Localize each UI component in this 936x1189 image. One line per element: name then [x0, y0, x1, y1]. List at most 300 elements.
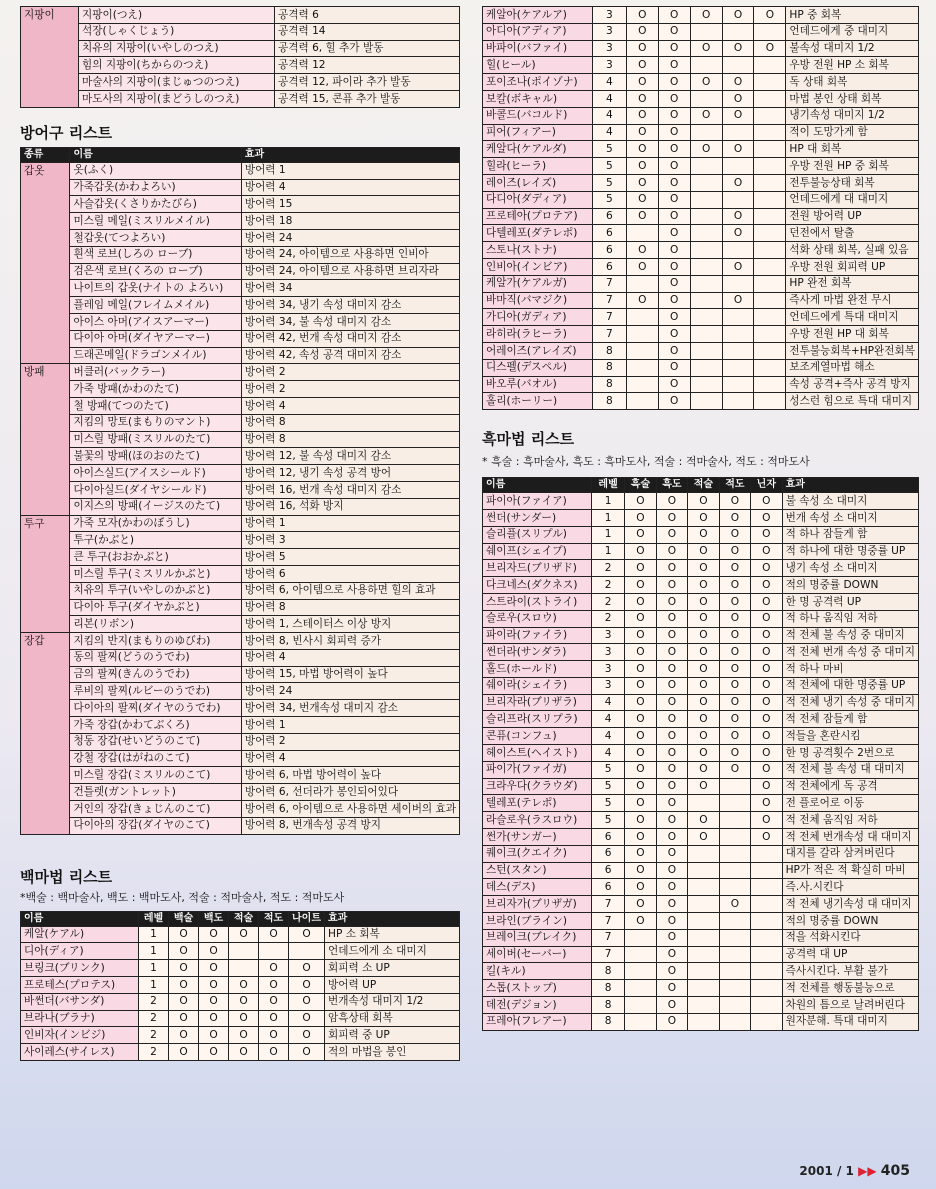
class-mark: O [656, 778, 687, 795]
armor-effect: 방어력 15, 마법 방어력이 높다 [241, 666, 459, 683]
table-row [483, 644, 919, 661]
class-mark [719, 812, 750, 829]
table-row [21, 330, 460, 347]
table-row [483, 191, 919, 208]
class-mark [751, 997, 783, 1014]
table-row [483, 493, 919, 510]
class-mark [754, 225, 786, 242]
spell-name: 인비아(インビア) [483, 258, 593, 275]
class-mark: O [229, 1044, 259, 1061]
spell-effect: 석화 상태 회복, 실패 있음 [786, 242, 919, 259]
class-mark: O [658, 191, 690, 208]
table-row [21, 1010, 460, 1027]
arrow-icon: ▶▶ [858, 1164, 877, 1178]
class-mark: O [719, 610, 750, 627]
class-mark: O [719, 509, 750, 526]
class-mark: O [719, 728, 750, 745]
column-header: 적도 [719, 478, 750, 493]
class-mark [690, 359, 722, 376]
spell-name: 브링크(ブリンク) [21, 960, 139, 977]
spell-effect: 전 플로어로 이동 [782, 795, 918, 812]
table-row [483, 141, 919, 158]
item-effect: 공격력 12, 파이라 추가 발동 [275, 74, 460, 91]
spell-level: 5 [592, 174, 626, 191]
item-kind: 지팡이 [21, 7, 79, 108]
class-mark [722, 57, 754, 74]
class-mark: O [658, 275, 690, 292]
class-mark [754, 393, 786, 410]
class-mark [751, 963, 783, 980]
table-row [21, 74, 460, 91]
spell-level: 5 [591, 812, 624, 829]
table-row [483, 509, 919, 526]
spell-name: 케알(ケアル) [21, 926, 139, 943]
class-mark [690, 242, 722, 259]
spell-level: 6 [591, 879, 624, 896]
class-mark [722, 393, 754, 410]
class-mark [690, 275, 722, 292]
item-effect: 공격력 12 [275, 57, 460, 74]
class-mark: O [259, 960, 289, 977]
class-mark: O [751, 795, 783, 812]
spell-name: 홀리(ホーリー) [483, 393, 593, 410]
column-header: 이름 [483, 478, 592, 493]
class-mark: O [625, 879, 656, 896]
spell-level: 8 [592, 342, 626, 359]
class-mark: O [289, 993, 325, 1010]
spell-level: 2 [139, 993, 169, 1010]
class-mark [625, 980, 656, 997]
class-mark: O [169, 977, 199, 994]
spell-level: 6 [591, 829, 624, 846]
class-mark: O [722, 258, 754, 275]
class-mark: O [751, 509, 783, 526]
spell-effect: 냉기 속성 소 대미지 [782, 560, 918, 577]
class-mark: O [688, 677, 719, 694]
spell-effect: 언데드에게 대 대미지 [786, 191, 919, 208]
armor-effect: 방어력 12, 냉기 속성 공격 방어 [241, 465, 459, 482]
class-mark: O [658, 292, 690, 309]
spell-level: 1 [591, 493, 624, 510]
class-mark: O [625, 778, 656, 795]
spell-level: 7 [592, 309, 626, 326]
armor-name: 지킴의 망토(まもりのマント) [70, 414, 241, 431]
class-mark: O [688, 728, 719, 745]
table-row [21, 465, 460, 482]
spell-name: 브라인(ブライン) [483, 913, 592, 930]
table-row [483, 778, 919, 795]
spell-name: 홀드(ホールド) [483, 661, 592, 678]
spell-effect: 한 명 공격력 UP [782, 593, 918, 610]
spell-level: 7 [591, 913, 624, 930]
spell-level: 6 [592, 242, 626, 259]
class-mark: O [626, 258, 658, 275]
class-mark [754, 309, 786, 326]
table-row [21, 347, 460, 364]
class-mark: O [719, 560, 750, 577]
issue-date: 2001 / 1 [799, 1164, 854, 1178]
armor-name: 루비의 팔찌(ルビーのうでわ) [70, 683, 241, 700]
class-mark: O [751, 711, 783, 728]
armor-name: 건틀렛(ガントレット) [70, 784, 241, 801]
spell-name: 바파이(バファイ) [483, 40, 593, 57]
class-mark: O [169, 1010, 199, 1027]
table-row [21, 960, 460, 977]
class-mark [754, 57, 786, 74]
class-mark [754, 158, 786, 175]
class-mark: O [169, 1027, 199, 1044]
spell-level: 7 [591, 896, 624, 913]
class-mark: O [625, 795, 656, 812]
class-mark [754, 23, 786, 40]
class-mark [754, 275, 786, 292]
armor-name: 리본(リボン) [70, 616, 241, 633]
item-name: 힘의 지팡이(ちからのつえ) [79, 57, 275, 74]
armor-effect: 방어력 1, 스테이터스 이상 방지 [241, 616, 459, 633]
spell-effect: 속성 공격+즉사 공격 방지 [786, 376, 919, 393]
class-mark [754, 191, 786, 208]
class-mark: O [626, 158, 658, 175]
class-mark: O [719, 526, 750, 543]
class-mark: O [688, 627, 719, 644]
class-mark [754, 74, 786, 91]
spell-name: 킬(キル) [483, 963, 592, 980]
spell-name: 가디아(ガディア) [483, 309, 593, 326]
armor-name: 나이트의 갑옷(ナイトの よろい) [70, 280, 241, 297]
class-mark: O [626, 107, 658, 124]
class-mark: O [626, 141, 658, 158]
table-row [21, 926, 460, 943]
table-row [483, 879, 919, 896]
class-mark: O [625, 845, 656, 862]
spell-name: 콘퓨(コンフュ) [483, 728, 592, 745]
spell-name: 바썬더(バサンダ) [21, 993, 139, 1010]
column-header: 나이트 [289, 911, 325, 926]
class-mark [754, 90, 786, 107]
table-row [21, 313, 460, 330]
class-mark: O [626, 124, 658, 141]
class-mark [688, 946, 719, 963]
class-mark [690, 342, 722, 359]
class-mark [722, 309, 754, 326]
spell-level: 2 [139, 1044, 169, 1061]
class-mark: O [719, 745, 750, 762]
class-mark: O [658, 376, 690, 393]
armor-effect: 방어력 6 [241, 565, 459, 582]
table-row [21, 448, 460, 465]
table-row [21, 1044, 460, 1061]
class-mark [690, 376, 722, 393]
class-mark [754, 242, 786, 259]
table-row [21, 7, 460, 24]
table-row [21, 23, 460, 40]
armor-name: 미스릴 방패(ミスリルのたて) [70, 431, 241, 448]
class-mark: O [625, 543, 656, 560]
class-mark [719, 845, 750, 862]
spell-effect: 적 하나 마비 [782, 661, 918, 678]
class-mark: O [751, 661, 783, 678]
spell-name: 스턴(スタン) [483, 862, 592, 879]
spell-name: 레이즈(レイズ) [483, 174, 593, 191]
armor-table [20, 147, 460, 835]
spell-name: 바콜드(バコルド) [483, 107, 593, 124]
spell-name: 쉐이라(シェイラ) [483, 677, 592, 694]
armor-effect: 방어력 2 [241, 381, 459, 398]
class-mark: O [688, 610, 719, 627]
armor-name: 다이아 아머(ダイヤアーマー) [70, 330, 241, 347]
spell-level: 2 [139, 1027, 169, 1044]
table-row [483, 292, 919, 309]
spell-effect: 적이 도망가게 함 [786, 124, 919, 141]
class-mark [690, 225, 722, 242]
class-mark [690, 292, 722, 309]
armor-name: 투구(かぶと) [70, 532, 241, 549]
class-mark [751, 929, 783, 946]
class-mark [719, 980, 750, 997]
class-mark: O [658, 124, 690, 141]
table-row [483, 1013, 919, 1030]
class-mark: O [656, 997, 687, 1014]
class-mark [690, 158, 722, 175]
spell-effect: 우방 전원 HP 대 회복 [786, 326, 919, 343]
spell-effect: 암흑상태 회복 [325, 1010, 460, 1027]
column-header: 백술 [169, 911, 199, 926]
spell-effect: 적을 석화시킨다 [782, 929, 918, 946]
table-row [483, 745, 919, 762]
armor-name: 가죽 방패(かわのたて) [70, 381, 241, 398]
armor-name: 드래곤메일(ドラゴンメイル) [70, 347, 241, 364]
class-mark: O [289, 1044, 325, 1061]
armor-effect: 방어력 1 [241, 162, 459, 179]
spell-level: 2 [591, 560, 624, 577]
armor-effect: 방어력 5 [241, 549, 459, 566]
class-mark: O [656, 644, 687, 661]
armor-kind: 투구 [21, 515, 70, 633]
class-mark [690, 57, 722, 74]
black-magic-note: * 흑술 : 흑마술사, 흑도 : 흑마도사, 적술 : 적마술사, 적도 : 적마도사 [482, 455, 810, 469]
armor-effect: 방어력 24 [241, 683, 459, 700]
spell-effect: 적 전체를 행동불능으로 [782, 980, 918, 997]
class-mark: O [688, 661, 719, 678]
column-header: 레벨 [139, 911, 169, 926]
class-mark: O [656, 610, 687, 627]
class-mark [688, 845, 719, 862]
spell-level: 4 [592, 107, 626, 124]
spell-effect: HP가 적은 적 확실히 마비 [782, 862, 918, 879]
spell-name: 다크네스(ダクネス) [483, 577, 592, 594]
class-mark: O [625, 913, 656, 930]
class-mark [754, 342, 786, 359]
class-mark [688, 862, 719, 879]
class-mark: O [751, 543, 783, 560]
class-mark: O [625, 661, 656, 678]
spell-name: 헤이스트(ヘイスト) [483, 745, 592, 762]
class-mark: O [722, 7, 754, 24]
spell-effect: 적 전체 불 속성 대 대미지 [782, 761, 918, 778]
class-mark [719, 829, 750, 846]
table-row [21, 397, 460, 414]
class-mark [754, 107, 786, 124]
spell-level: 4 [592, 74, 626, 91]
armor-name: 이지스의 방패(イージスのたて) [70, 498, 241, 515]
table-row [21, 750, 460, 767]
armor-effect: 방어력 2 [241, 733, 459, 750]
class-mark: O [658, 57, 690, 74]
spell-effect: 대지를 갈라 삼켜버린다 [782, 845, 918, 862]
class-mark [722, 342, 754, 359]
class-mark: O [199, 1010, 229, 1027]
table-row [483, 57, 919, 74]
table-row [483, 761, 919, 778]
column-header: 이름 [70, 147, 241, 162]
table-row [21, 297, 460, 314]
spell-effect: 한 명 공격횟수 2번으로 [782, 745, 918, 762]
class-mark: O [656, 879, 687, 896]
spell-level: 7 [592, 326, 626, 343]
spell-name: 힐(ヒール) [483, 57, 593, 74]
class-mark: O [719, 493, 750, 510]
spell-effect: 적 하나 움직임 저하 [782, 610, 918, 627]
class-mark [719, 913, 750, 930]
spell-effect: HP 소 회복 [325, 926, 460, 943]
item-effect: 공격력 6, 힐 추가 발동 [275, 40, 460, 57]
class-mark: O [690, 40, 722, 57]
spell-effect: 불 속성 소 대미지 [782, 493, 918, 510]
table-row [21, 801, 460, 818]
armor-name: 철 방패(てつのたて) [70, 397, 241, 414]
spell-level: 1 [591, 509, 624, 526]
class-mark: O [229, 1027, 259, 1044]
table-row [21, 90, 460, 107]
armor-effect: 방어력 1 [241, 717, 459, 734]
armor-name: 금의 팔찌(きんのうでわ) [70, 666, 241, 683]
class-mark: O [658, 7, 690, 24]
spell-name: 포이조나(ポイゾナ) [483, 74, 593, 91]
spell-name: 어레이즈(アレイズ) [483, 342, 593, 359]
class-mark [751, 1013, 783, 1030]
class-mark: O [688, 577, 719, 594]
class-mark [626, 326, 658, 343]
table-row [483, 610, 919, 627]
class-mark: O [751, 745, 783, 762]
spell-effect: 언데드에게 소 대미지 [325, 943, 460, 960]
spell-effect: 냉기속성 대미지 1/2 [786, 107, 919, 124]
black-magic-table [482, 477, 919, 1031]
armor-effect: 방어력 15 [241, 196, 459, 213]
spell-effect: HP 중 회복 [786, 7, 919, 24]
class-mark: O [229, 993, 259, 1010]
table-row [21, 582, 460, 599]
class-mark: O [658, 393, 690, 410]
class-mark: O [658, 107, 690, 124]
table-row [21, 263, 460, 280]
class-mark [722, 275, 754, 292]
spell-effect: 전투불능회복+HP완전회복 [786, 342, 919, 359]
class-mark [722, 23, 754, 40]
class-mark: O [688, 509, 719, 526]
column-header: 효과 [325, 911, 460, 926]
spell-effect: 적 하나 잠들게 함 [782, 526, 918, 543]
armor-effect: 방어력 1 [241, 515, 459, 532]
class-mark: O [688, 745, 719, 762]
table-row [483, 107, 919, 124]
table-row [21, 549, 460, 566]
class-mark: O [625, 896, 656, 913]
spell-level: 3 [591, 661, 624, 678]
column-header: 적술 [688, 478, 719, 493]
class-mark: O [751, 526, 783, 543]
class-mark: O [658, 90, 690, 107]
armor-effect: 방어력 24, 아이템으로 사용하면 인비아 [241, 246, 459, 263]
item-name: 석장(しゃくじょう) [79, 23, 275, 40]
class-mark: O [656, 577, 687, 594]
spell-level: 6 [592, 258, 626, 275]
class-mark [751, 879, 783, 896]
spell-level: 5 [591, 761, 624, 778]
table-row [21, 431, 460, 448]
spell-name: 브레이크(ブレイク) [483, 929, 592, 946]
spell-name: 보칼(ボキャル) [483, 90, 593, 107]
class-mark: O [625, 812, 656, 829]
spell-level: 6 [592, 208, 626, 225]
class-mark: O [626, 242, 658, 259]
class-mark: O [719, 677, 750, 694]
spell-name: 썬더(サンダー) [483, 509, 592, 526]
spell-level: 1 [591, 543, 624, 560]
table-row [483, 661, 919, 678]
armor-name: 가죽갑옷(かわよろい) [70, 179, 241, 196]
armor-name: 다이아의 팔찌(ダイヤのうでわ) [70, 700, 241, 717]
spell-level: 8 [592, 359, 626, 376]
class-mark: O [259, 1027, 289, 1044]
table-row [483, 275, 919, 292]
table-row [21, 977, 460, 994]
table-row [483, 896, 919, 913]
spell-level: 5 [592, 141, 626, 158]
spell-effect: 방어력 UP [325, 977, 460, 994]
armor-name: 철갑옷(てつよろい) [70, 229, 241, 246]
class-mark: O [625, 509, 656, 526]
class-mark [719, 929, 750, 946]
class-mark [719, 795, 750, 812]
table-row [483, 326, 919, 343]
class-mark [751, 862, 783, 879]
column-header: 적술 [229, 911, 259, 926]
spell-level: 6 [591, 862, 624, 879]
spell-effect: 회피력 소 UP [325, 960, 460, 977]
table-row [21, 817, 460, 834]
spell-name: 브라나(ブラナ) [21, 1010, 139, 1027]
armor-effect: 방어력 8 [241, 414, 459, 431]
spell-name: 썬가(サンガー) [483, 829, 592, 846]
armor-name: 옷(ふく) [70, 162, 241, 179]
class-mark: O [751, 677, 783, 694]
class-mark: O [625, 745, 656, 762]
class-mark: O [658, 141, 690, 158]
class-mark: O [259, 993, 289, 1010]
armor-effect: 방어력 2 [241, 364, 459, 381]
spell-effect: 적의 명중률 DOWN [782, 577, 918, 594]
class-mark: O [722, 141, 754, 158]
class-mark: O [656, 493, 687, 510]
table-row [483, 40, 919, 57]
class-mark: O [169, 926, 199, 943]
class-mark: O [658, 258, 690, 275]
table-row [483, 359, 919, 376]
class-mark [754, 359, 786, 376]
class-mark: O [658, 208, 690, 225]
class-mark [754, 174, 786, 191]
